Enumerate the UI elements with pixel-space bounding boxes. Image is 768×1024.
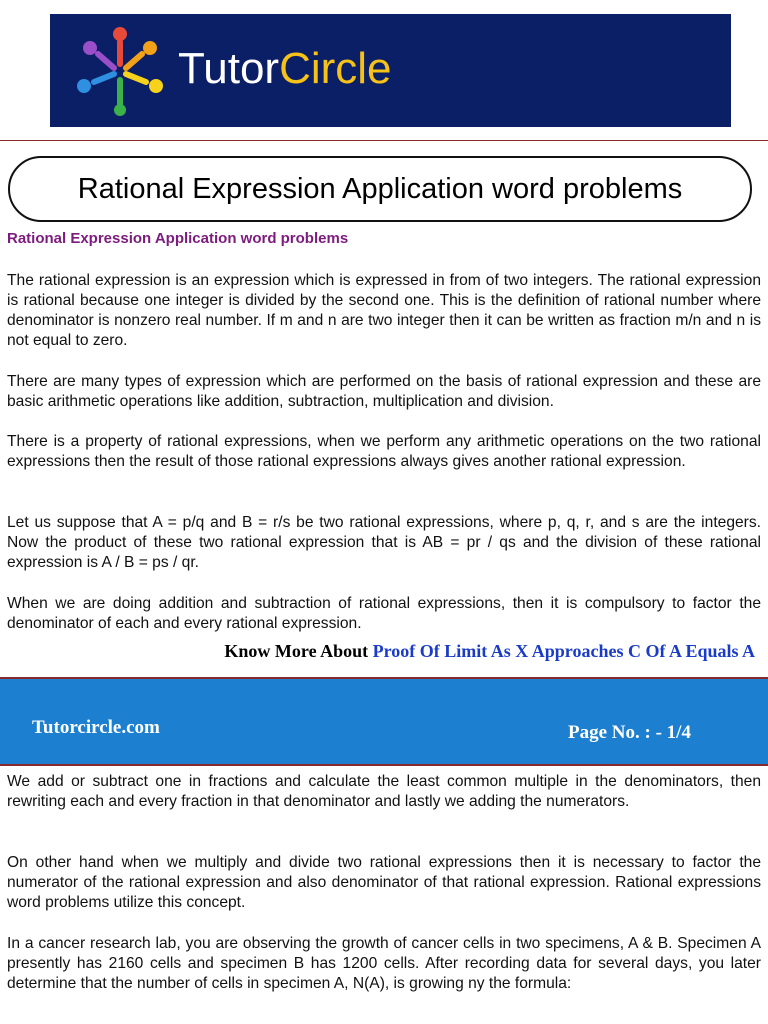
paragraph-multiply: On other hand when we multiply and divide two rational expressions then it is necessary to factor the numerator of the rational expression and also denominator of that rational expression. Rational expressions word problems utilize this concept. [7,854,761,911]
know-more-lead: Know More About [224,641,373,661]
paragraph-definition: The rational expression is an expression which is expressed in from of two integers. The rational expression is rational because one integer is divided by the second one. This is the definition of rational number where denominator is nonzero real number. If m and n are two integer then it can be written as fraction m/n and n is not equal to zero. [7,272,761,349]
paragraph-property: There is a property of rational expressions, when we perform any arithmetic operations on the two rational expressions then the result of those rational expressions always gives another rational expression. [7,433,761,470]
know-more-link[interactable]: Proof Of Limit As X Approaches C Of A Equals A [372,641,755,661]
subheading: Rational Expression Application word problems [7,230,349,247]
site-name[interactable]: Tutorcircle.com [32,717,160,738]
paragraph-operations: There are many types of expression which are performed on the basis of rational expression and these are basic arithmetic operations like addition, subtraction, multiplication and division. [7,373,761,410]
know-more-line [224,641,755,662]
people-circle-logo-icon [70,24,170,116]
paragraph-cancer-problem: In a cancer research lab, you are observing the growth of cancer cells in two specimens, A & B. Specimen A presently has 2160 cells and specimen B has 1200 cells. After recording data for several days, you later determine that the number of cells in specimen A, N(A), is growing ny the formula: [7,935,761,992]
page-footer-band [0,677,768,766]
paragraph-addition: When we are doing addition and subtraction of rational expressions, then it is compulsory to factor the denominator of each and every rational expression. [7,595,761,632]
logo-banner [50,14,731,127]
logo-word-circle: Circle [279,44,392,93]
logo-word-tutor: Tutor [178,44,280,93]
paragraph-lcm: We add or subtract one in fractions and calculate the least common multiple in the denominators, then rewriting each and every fraction in that denominator and lastly we adding the numerators. [7,773,761,810]
title-box [8,156,752,222]
page-title: Rational Expression Application word problems [77,172,683,205]
paragraph-example: Let us suppose that A = p/q and B = r/s be two rational expressions, where p, q, r, and s are the integers. Now the product of these two rational expression that is AB = pr / qs and the division of these rational expression is A / B = ps / qr. [7,514,761,571]
page-number: Page No. : - 1/4 [568,722,691,743]
divider-top [0,140,768,141]
logo-wordmark [178,44,392,94]
